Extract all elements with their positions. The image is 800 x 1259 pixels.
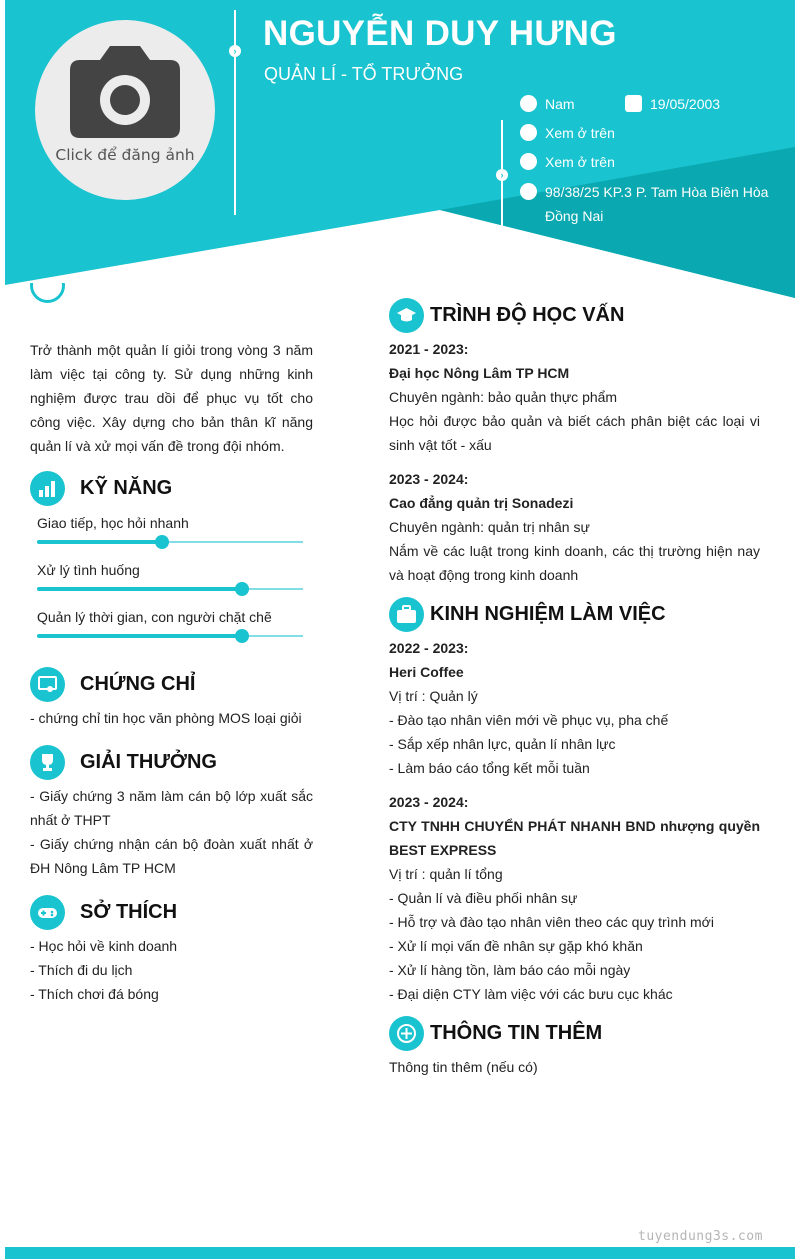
briefcase-icon (397, 605, 416, 624)
hobby-item: - Học hỏi về kinh doanh (30, 938, 178, 954)
certificate-icon (38, 675, 57, 694)
plus-circle-icon (397, 1024, 416, 1043)
gamepad-icon (38, 903, 57, 922)
email-icon (520, 153, 537, 170)
experience-entry: 2022 - 2023: Heri Coffee Vị trí : Quản lý - Đào tạo nhân viên mới về phục vụ, pha chế - Sắp xếp nhân lực, quản lí nhân lực - Làm báo cáo tổng kết mỗi tuần (389, 640, 669, 776)
avatar-upload[interactable] (35, 20, 215, 200)
bar-chart-icon (38, 479, 57, 498)
camera-icon (70, 46, 180, 141)
gender-icon (520, 95, 537, 112)
skill-slider-handle[interactable] (235, 629, 249, 643)
phone-info: Xem ở trên (520, 121, 760, 145)
graduation-cap-icon (397, 306, 416, 325)
skill-slider-handle[interactable] (235, 582, 249, 596)
experience-entry: 2023 - 2024: CTY TNHH CHUYỂN PHÁT NHANH BND nhượng quyền BEST EXPRESS Vị trí : quản lí tổng - Quản lí và điều phối nhân sự - Hỗ trợ và đào tạo nhân viên theo các quy trình mới - Xử lí mọi vấn đề nhân sự gặp khó khăn - Xử lí hàng tồn, làm báo cáo mỗi ngày - Đại diện CTY làm việc với các bưu cục khác (389, 794, 760, 1002)
award-item: - Giấy chứng 3 năm làm cán bộ lớp xuất sắc nhất ở THPT (30, 788, 313, 828)
candidate-title: QUẢN LÍ - TỔ TRƯỞNG (264, 64, 464, 84)
education-entry: 2023 - 2024: Cao đẳng quản trị Sonadezi Chuyên ngành: quản trị nhân sự Nắm về các luật trong kinh doanh, các thị trường hiện nay và hoạt động trong kinh doanh (389, 471, 760, 583)
skill-item: Quản lý thời gian, con người chặt chẽ (37, 607, 303, 627)
timeline-dot-icon: › (229, 45, 241, 57)
objective-text: Trở thành một quản lí giỏi trong vòng 3 năm làm việc tại công ty. Sử dụng những kinh nghiệm được trau dồi để phục vụ tốt cho công việc. Xây dựng cho bản thân kĩ năng quản lí và xử mọi vấn đề trong đội nhóm. (30, 342, 313, 454)
skill-item: Xử lý tình huống (37, 560, 303, 580)
timeline-dot-icon: › (496, 169, 508, 181)
skill-slider-handle[interactable] (155, 535, 169, 549)
home-icon (520, 183, 537, 200)
candidate-name: NGUYỄN DUY HƯNG (263, 14, 617, 53)
address-info: 98/38/25 KP.3 P. Tam Hòa Biên Hòa Đồng Nai (520, 180, 775, 228)
watermark: tuyendung3s.com (638, 1229, 763, 1244)
footer-bar (5, 1247, 795, 1259)
phone-icon (520, 124, 537, 141)
award-item: - Giấy chứng nhận cán bộ đoàn xuất nhất ở ĐH Nông Lâm TP HCM (30, 836, 313, 876)
trophy-icon (38, 753, 57, 772)
education-entry: 2021 - 2023: Đại học Nông Lâm TP HCM Chuyên ngành: bảo quản thực phẩm Học hỏi được bảo quản và biết cách phân biệt các loại vi sinh vật tốt - xấu (389, 341, 760, 453)
extra-info-text: Thông tin thêm (nếu có) (389, 1059, 538, 1075)
objective-icon (30, 283, 65, 303)
header-divider (234, 10, 236, 215)
avatar-upload-label: Click để đăng ảnh (55, 146, 195, 164)
certificate-item: - chứng chỉ tin học văn phòng MOS loại giỏi (30, 710, 302, 726)
birthdate-info: 19/05/2003 (625, 92, 765, 116)
calendar-icon (625, 95, 642, 112)
skill-item: Giao tiếp, học hỏi nhanh (37, 513, 303, 533)
hobby-item: - Thích chơi đá bóng (30, 986, 159, 1002)
hobby-item: - Thích đi du lịch (30, 962, 133, 978)
gender-info: Nam (520, 92, 610, 116)
cv-header (0, 0, 800, 300)
email-info: Xem ở trên (520, 150, 760, 174)
